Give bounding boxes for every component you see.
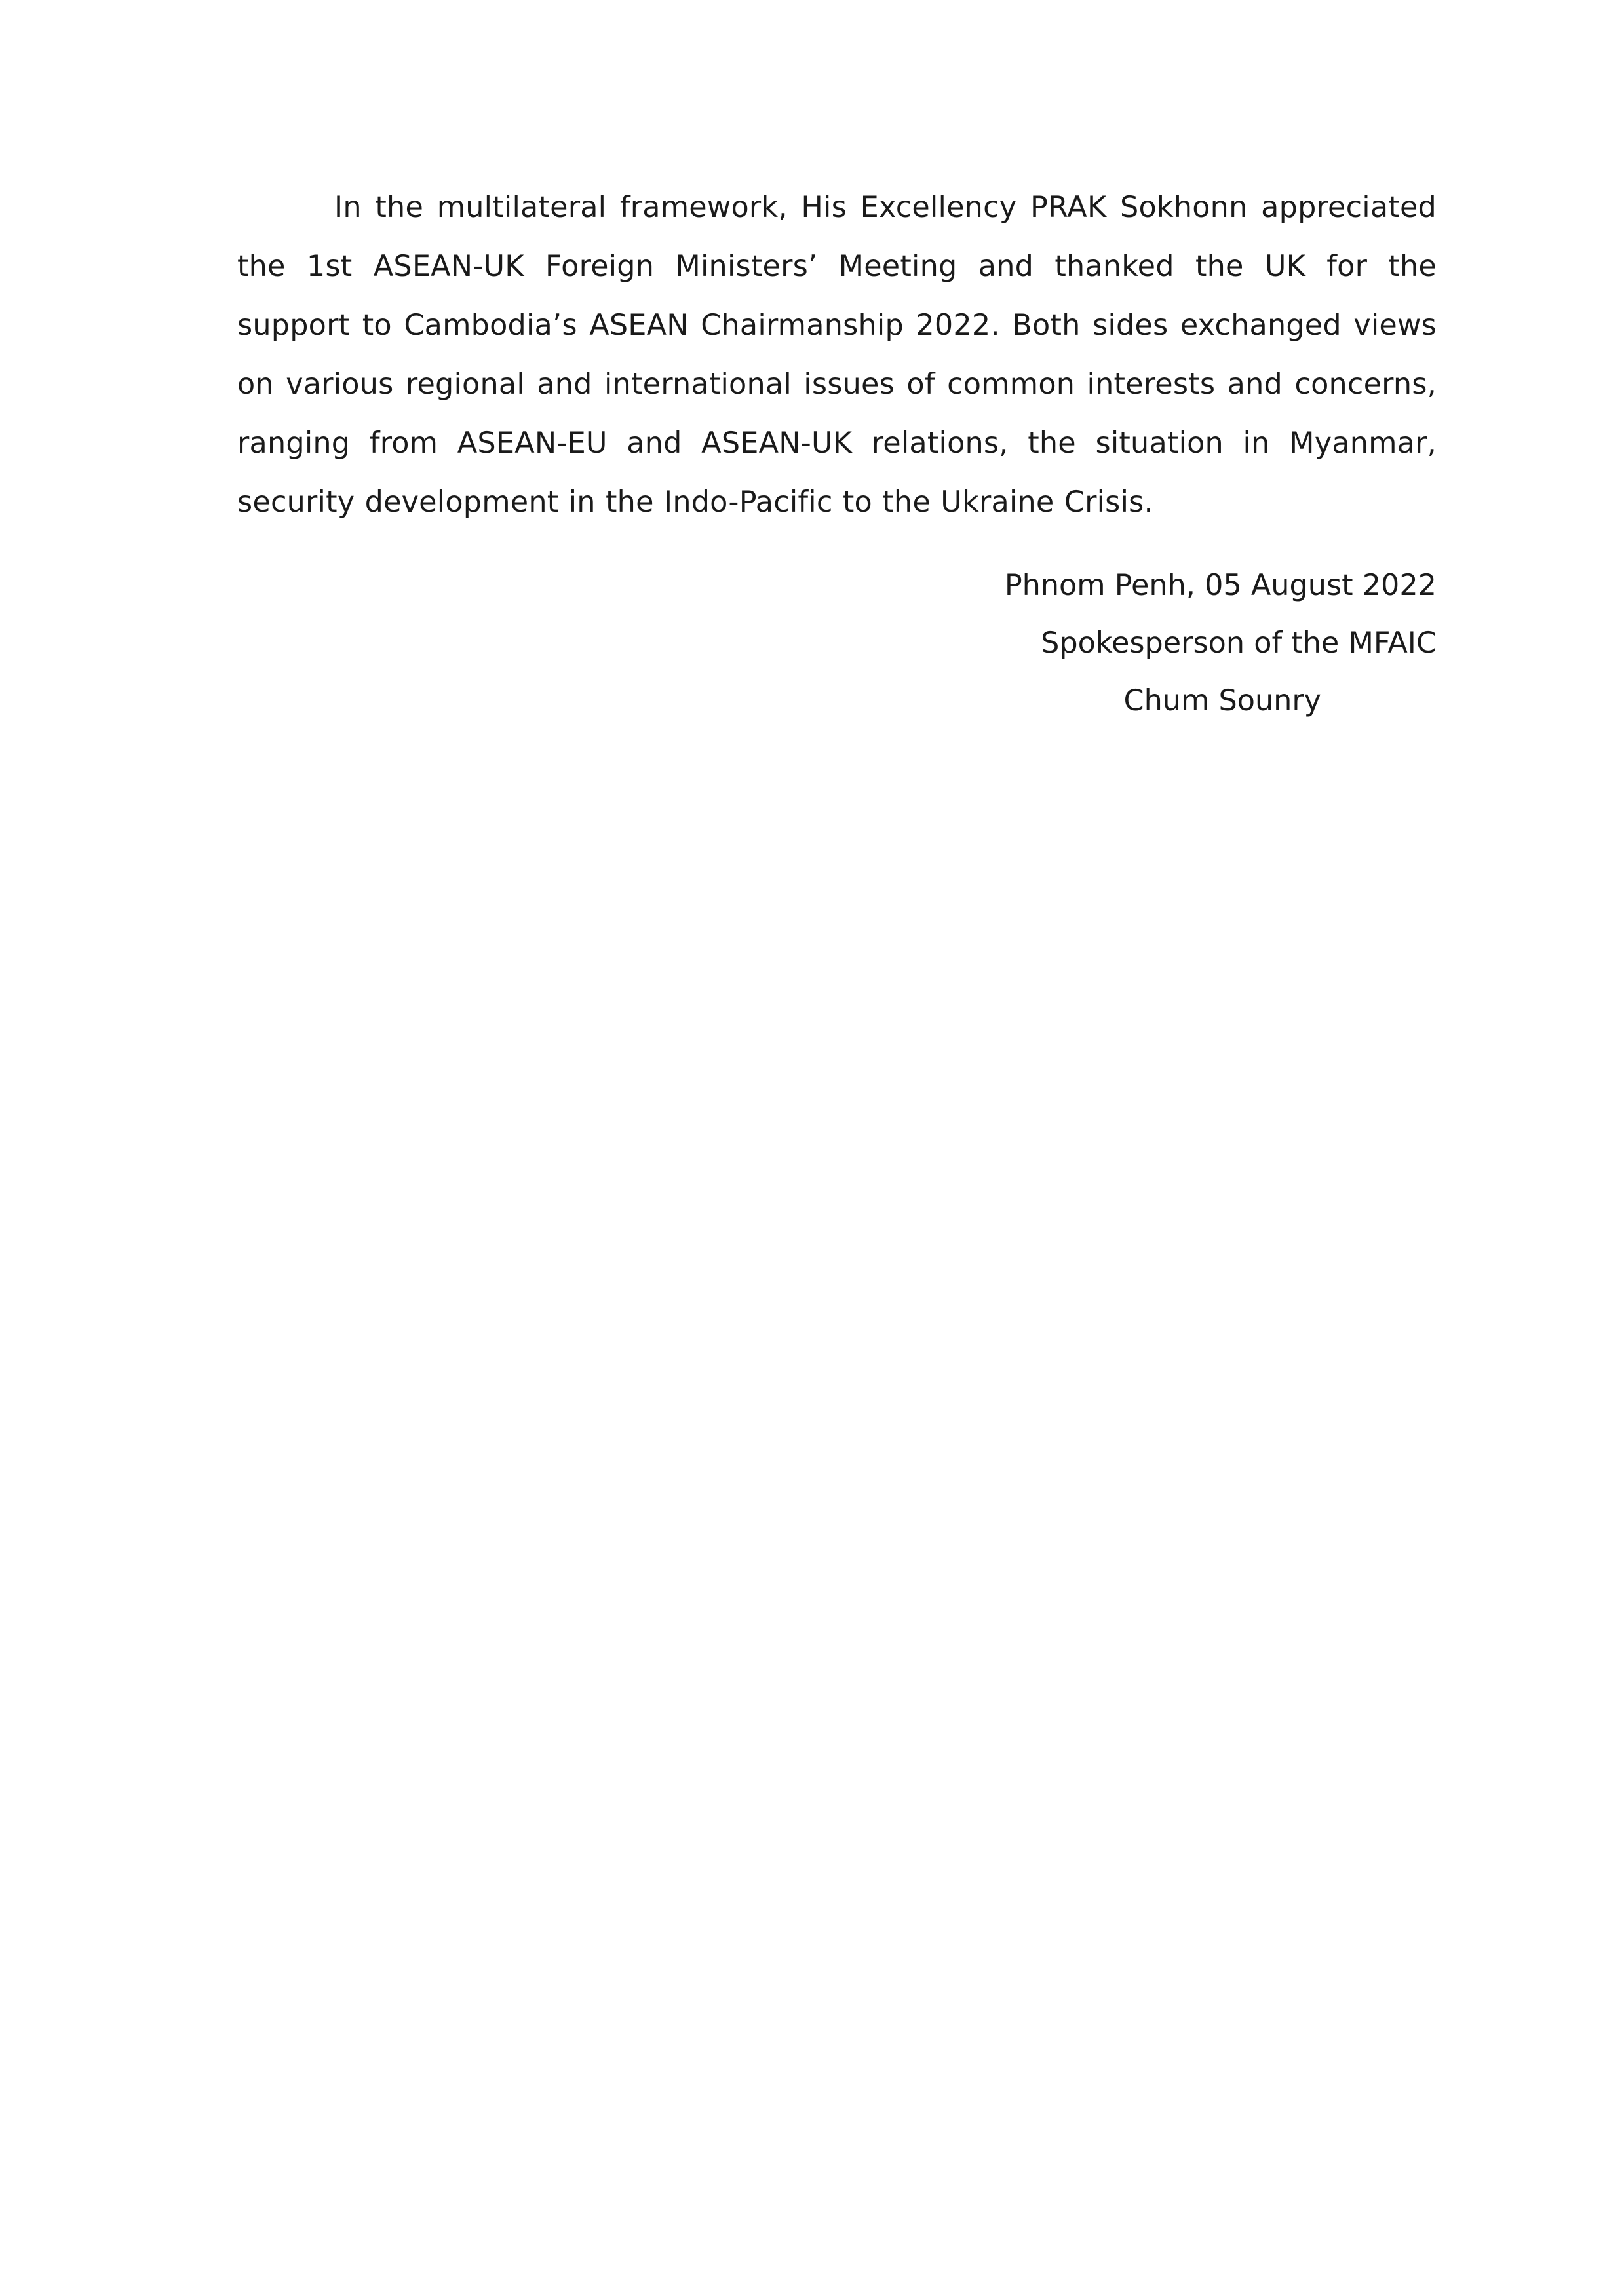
body-paragraph: In the multilateral framework, His Excellency PRAK Sokhonn appreciated the 1st ASEAN-UK Foreign Ministers’ Meeting and thanked the UK for the support to Cambodia’s ASEAN Chairmanship 2022. Both sides exchanged views on various regional and international issues of common interests and concerns, ranging from ASEAN-EU and ASEAN-UK relations, the situation in Myanmar, security development in the Indo-Pacific to the Ukraine Crisis.	[237, 191, 1437, 519]
signatory-name: Chum Sounry	[1123, 684, 1321, 718]
signature-block	[904, 557, 1437, 730]
signatory-title: Spokesperson of the MFAIC	[1041, 626, 1437, 660]
place-date: Phnom Penh, 05 August 2022	[1004, 569, 1437, 602]
